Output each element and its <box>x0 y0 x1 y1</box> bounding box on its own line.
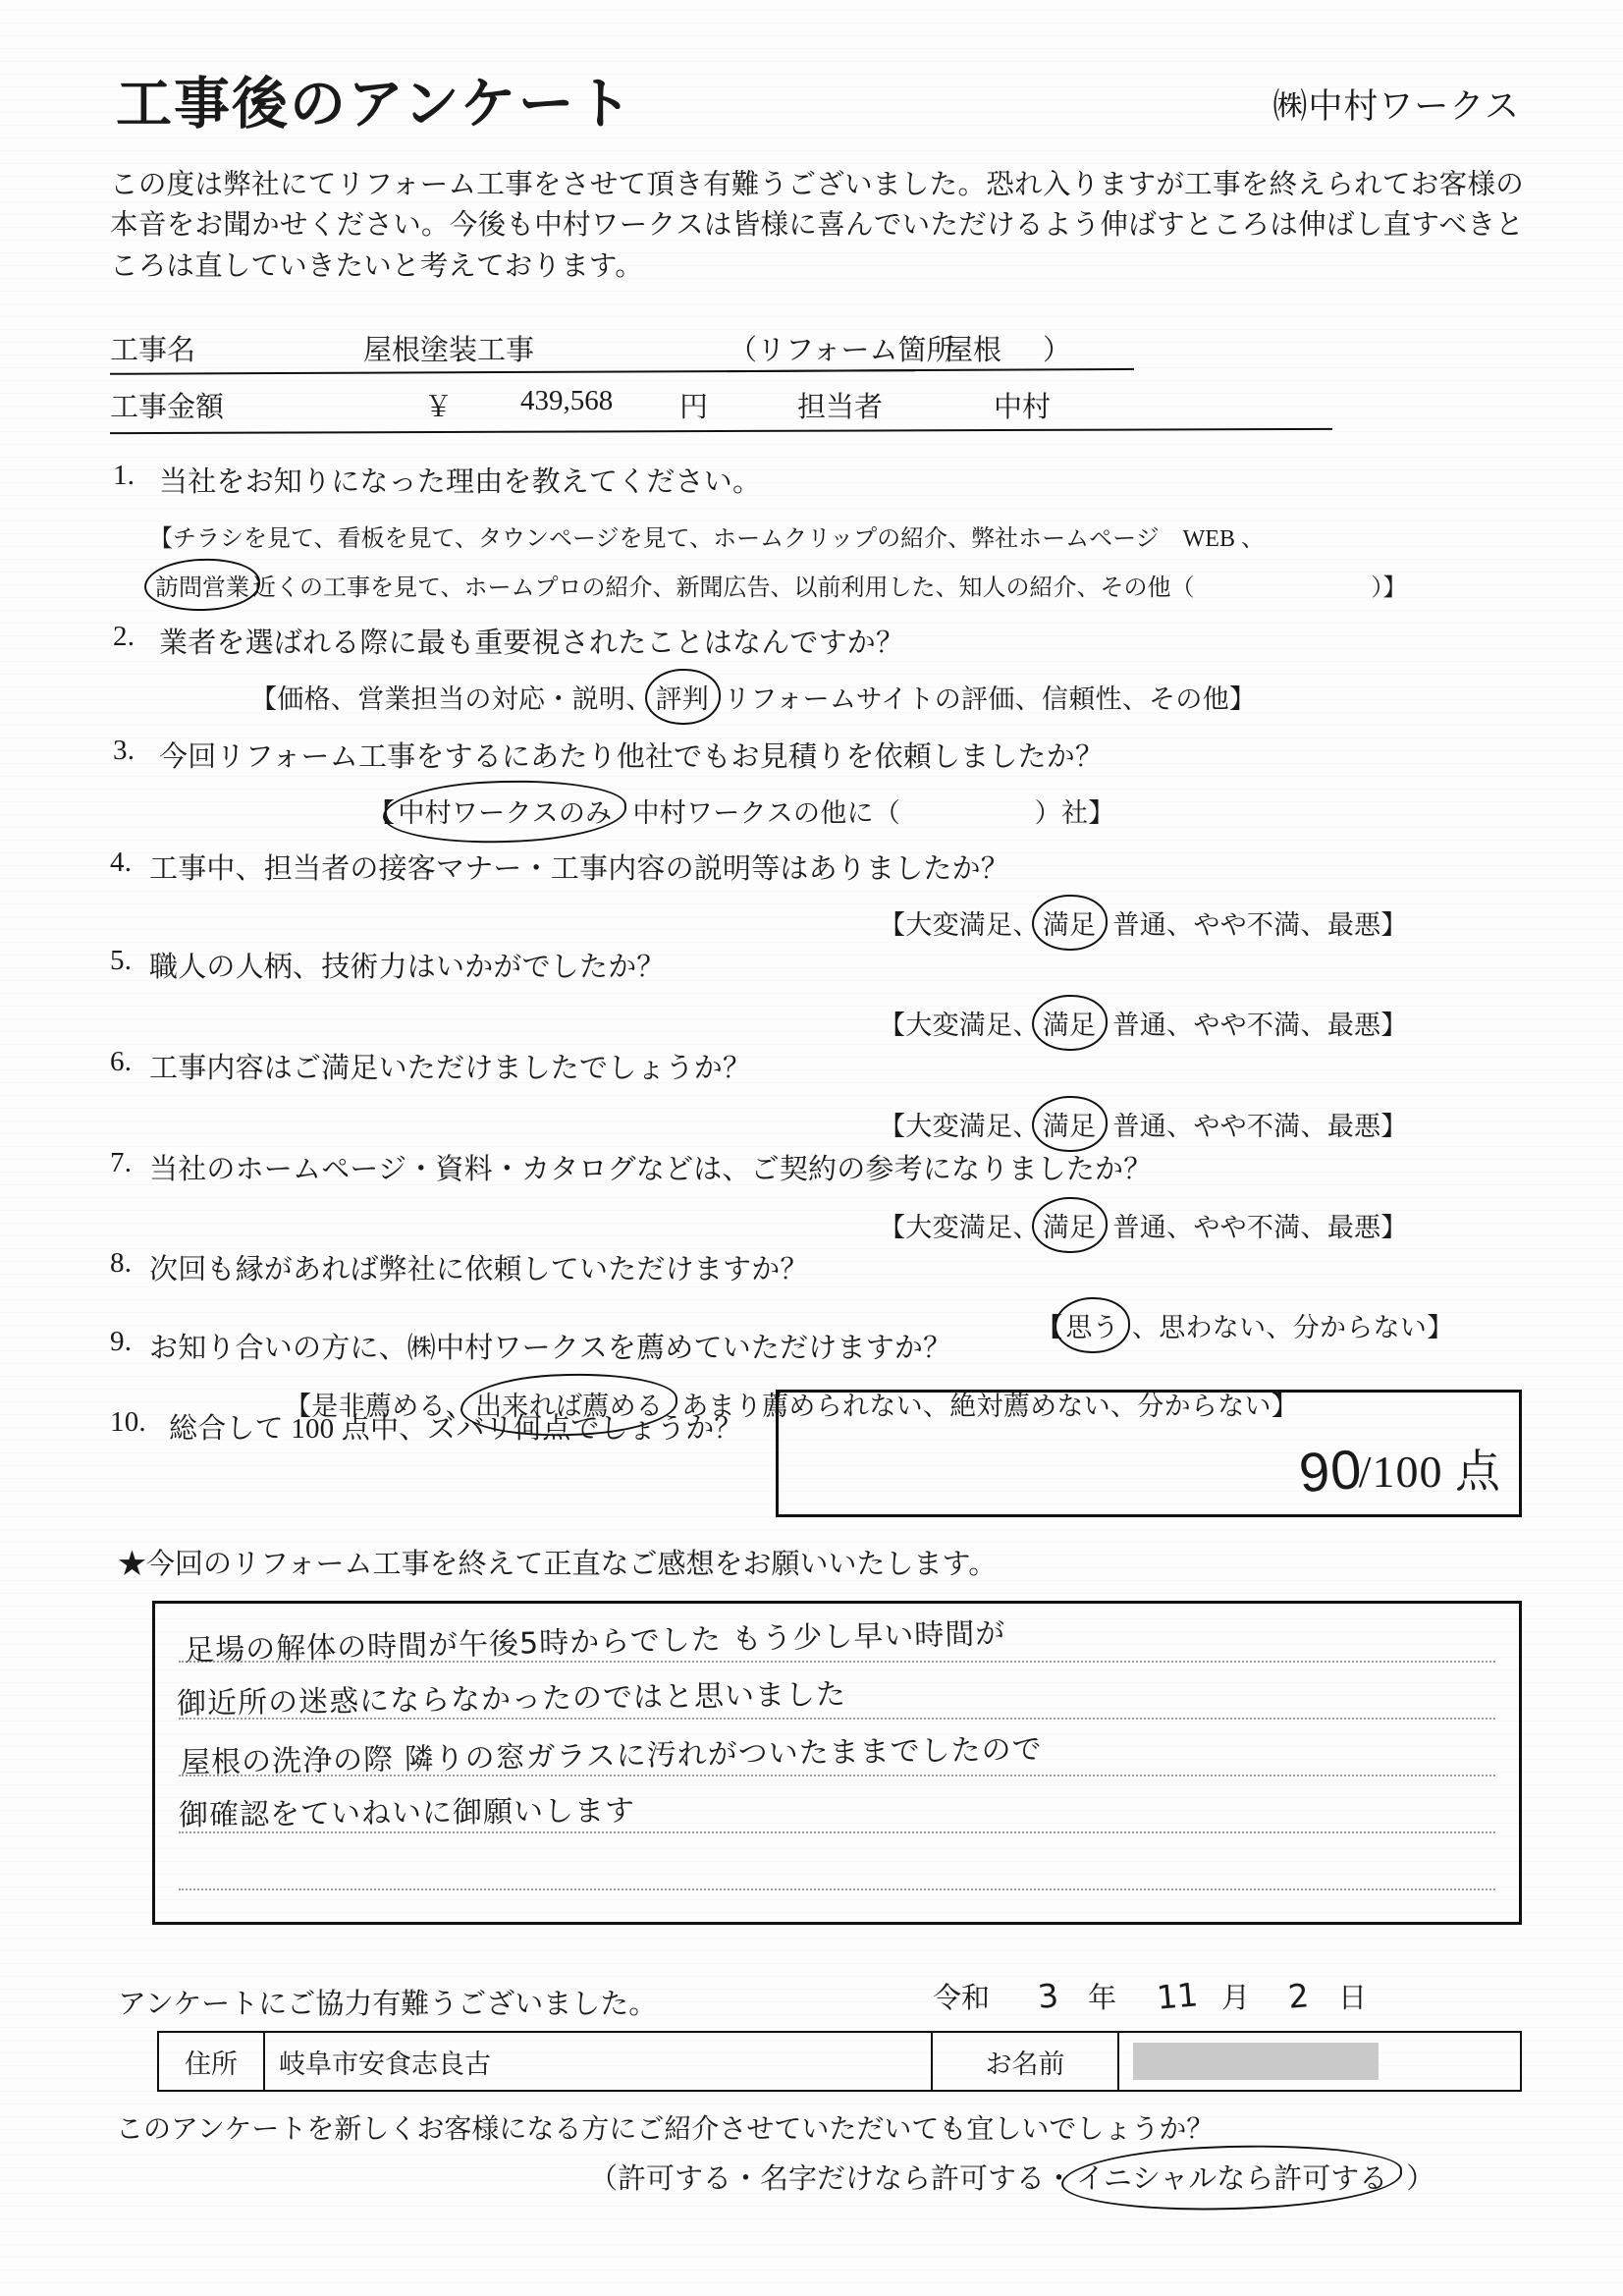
q1-options-line1: 【チラシを見て、看板を見て、タウンページを見て、ホームクリップの紹介、弊社ホームページ WEB 、 <box>149 526 1265 552</box>
q5-number: 5. <box>110 945 133 976</box>
q6-selected-option[interactable]: 満足 <box>1040 1105 1100 1143</box>
q6-scale <box>879 1105 1408 1143</box>
currency-symbol: ￥ <box>424 392 454 423</box>
staff-value: 中村 <box>994 392 1052 423</box>
day-unit: 日 <box>1338 1983 1368 2014</box>
q9-selected-option[interactable]: 出来れば薦める <box>472 1385 666 1423</box>
q3-text: 今回リフォーム工事をするにあたり他社でもお見積りを依頼しましたか？ <box>159 741 1105 773</box>
customer-table <box>157 2031 1522 2092</box>
q8-scale <box>1036 1306 1454 1344</box>
q5-scale <box>879 1004 1408 1042</box>
q9-scale-post: あまり薦められない、絶対薦めない、分からない】 <box>681 1392 1299 1421</box>
amount-unit: 円 <box>679 392 709 423</box>
q9-number: 9. <box>110 1326 133 1357</box>
page-title: 工事後のアンケート <box>116 74 634 136</box>
q5-scale-post: 普通、やや不満、最悪】 <box>1112 1011 1408 1040</box>
q6-scale-post: 普通、やや不満、最悪】 <box>1112 1112 1408 1141</box>
staff-label: 担当者 <box>797 392 884 423</box>
q5-scale-pre: 【大変満足、 <box>879 1011 1040 1040</box>
month-value: 11 <box>1154 1975 1200 2017</box>
q1-text: 当社をお知りになった理由を教えてください。 <box>159 466 762 498</box>
q2-options-pre: 【価格、営業担当の対応・説明、 <box>250 684 653 714</box>
divider <box>727 368 1134 372</box>
q3-selected-option[interactable]: 中村ワークスのみ <box>395 792 615 830</box>
project-name-label: 工事名 <box>110 335 196 366</box>
reform-area-close: ） <box>1043 335 1072 366</box>
q6-scale-pre: 【大変満足、 <box>879 1112 1040 1141</box>
thanks-text: アンケートにご協力有難うございました。 <box>118 1989 658 2020</box>
q5-text: 職人の人柄、技術力はいかがでしたか？ <box>149 952 666 983</box>
address-value[interactable]: 岐阜市安食志良古 <box>265 2033 933 2090</box>
comment-prompt: ★今回のリフォーム工事を終えて正直なご感想をお願いいたします。 <box>118 1549 998 1580</box>
reform-area-label: （リフォーム箇所 <box>729 335 955 366</box>
q2-options <box>250 678 1256 716</box>
date-row <box>933 1976 1367 2016</box>
q6-number: 6. <box>110 1046 133 1077</box>
q2-options-post: リフォームサイトの評価、信頼性、その他】 <box>724 684 1257 714</box>
q4-number: 4. <box>110 847 133 878</box>
q7-text: 当社のホームページ・資料・カタログなどは、ご契約の参考になりましたか？ <box>149 1154 1153 1185</box>
q3-options-pre: 【 <box>368 798 396 828</box>
comment-line-3: 屋根の洗浄の際 隣りの窓ガラスに汚れがついたままでしたので <box>180 1732 1043 1780</box>
project-name-value: 屋根塗装工事 <box>363 335 535 366</box>
q10-text: 総合して 100 点中、ズバリ何点でしょうか？ <box>169 1413 743 1445</box>
header <box>116 74 1520 136</box>
comment-line-2: 御近所の迷惑にならなかったのではと思いました <box>176 1677 847 1722</box>
name-label: お名前 <box>933 2033 1119 2090</box>
permission-options <box>589 2157 1434 2197</box>
month-unit: 月 <box>1221 1983 1251 2014</box>
q2-text: 業者を選ばれる際に最も重要視されたことはなんですか？ <box>159 628 905 659</box>
q4-scale <box>879 903 1408 942</box>
q8-text: 次回も縁があれば弊社に依頼していただけますか？ <box>149 1254 809 1285</box>
q7-number: 7. <box>110 1147 133 1178</box>
score-box[interactable] <box>776 1390 1522 1517</box>
day-value: 2 <box>1285 1976 1311 2016</box>
q1-options-line2 <box>152 568 1407 602</box>
project-info <box>110 324 1524 434</box>
q7-scale-pre: 【大変満足、 <box>879 1213 1040 1242</box>
name-value-cell[interactable] <box>1119 2033 1520 2090</box>
permission-selected-option[interactable]: イニシャルなら許可する <box>1073 2157 1390 2197</box>
permission-question: このアンケートを新しくお客様になる方にご紹介させていただいても宜しいでしょうか？ <box>116 2114 1215 2145</box>
project-name-row <box>110 324 1524 379</box>
amount-label: 工事金額 <box>110 392 225 423</box>
intro-paragraph: この度は弊社にてリフォーム工事をさせて頂き有難うございました。恐れ入りますが工事を終えられてお客様の本音をお聞かせください。今後も中村ワークスは皆様に喜んでいただけるよう伸ばすところは伸ばし直すべきところは直していきたいと考えております。 <box>110 170 1524 282</box>
q2-number: 2. <box>113 621 135 652</box>
q3-options <box>368 792 1115 830</box>
permission-options-post: ） <box>1406 2163 1435 2195</box>
q3-number: 3. <box>113 735 135 766</box>
q5-selected-option[interactable]: 満足 <box>1040 1004 1100 1042</box>
era-year-value: 3 <box>1035 1976 1060 2016</box>
q1-options-line2-end: ）】 <box>1371 575 1407 601</box>
q7-scale-post: 普通、やや不満、最悪】 <box>1112 1213 1408 1242</box>
comment-box[interactable] <box>152 1601 1522 1925</box>
project-amount-row <box>110 379 1524 434</box>
year-unit: 年 <box>1088 1983 1117 2014</box>
divider <box>110 428 1332 434</box>
q4-scale-pre: 【大変満足、 <box>879 910 1040 940</box>
q8-selected-option[interactable]: 思う <box>1062 1306 1122 1344</box>
permission-options-pre: （許可する・名字だけなら許可する・ <box>589 2163 1074 2195</box>
era-label: 令和 <box>933 1983 991 2014</box>
q7-scale <box>879 1206 1408 1244</box>
q1-options-line2-rest: 近くの工事を見て、ホームプロの紹介、新聞広告、以前利用した、知人の紹介、その他（ <box>252 575 1195 601</box>
q1-number: 1. <box>113 460 135 491</box>
q1-selected-option[interactable]: 訪問営業 <box>152 568 252 602</box>
score-value: 90 <box>1296 1437 1365 1504</box>
address-label: 住所 <box>159 2033 265 2090</box>
reform-area-value: 屋根 <box>945 335 1002 366</box>
q4-scale-post: 普通、やや不満、最悪】 <box>1112 910 1408 940</box>
q7-selected-option[interactable]: 満足 <box>1040 1206 1100 1244</box>
q6-text: 工事内容はご満足いただけましたでしょうか？ <box>149 1053 752 1084</box>
q10-number: 10. <box>110 1406 146 1438</box>
amount-value: 439,568 <box>520 385 614 416</box>
redacted-name <box>1133 2043 1379 2080</box>
q8-scale-post: 、思わない、分からない】 <box>1131 1313 1454 1342</box>
score-unit: /100 点 <box>1358 1447 1501 1497</box>
comment-line-1: 足場の解体の時間が午後5時からでした もう少し早い時間が <box>184 1616 1006 1668</box>
q2-selected-option[interactable]: 評判 <box>653 678 713 716</box>
q9-scale-pre: 【是非薦める、 <box>285 1392 473 1421</box>
comment-line-4: 御確認をていねいに御願いします <box>178 1793 636 1833</box>
q4-selected-option[interactable]: 満足 <box>1040 903 1100 942</box>
company-name: ㈱中村ワークス <box>1272 87 1520 126</box>
q8-number: 8. <box>110 1247 133 1279</box>
q9-text: お知り合いの方に、㈱中村ワークスを薦めていただけますか？ <box>149 1333 952 1364</box>
q4-text: 工事中、担当者の接客マナー・工事内容の説明等はありましたか？ <box>149 853 1010 885</box>
q3-options-post: 中村ワークスの他に（ ）社】 <box>632 798 1115 828</box>
q8-scale-pre: 【 <box>1036 1313 1063 1342</box>
